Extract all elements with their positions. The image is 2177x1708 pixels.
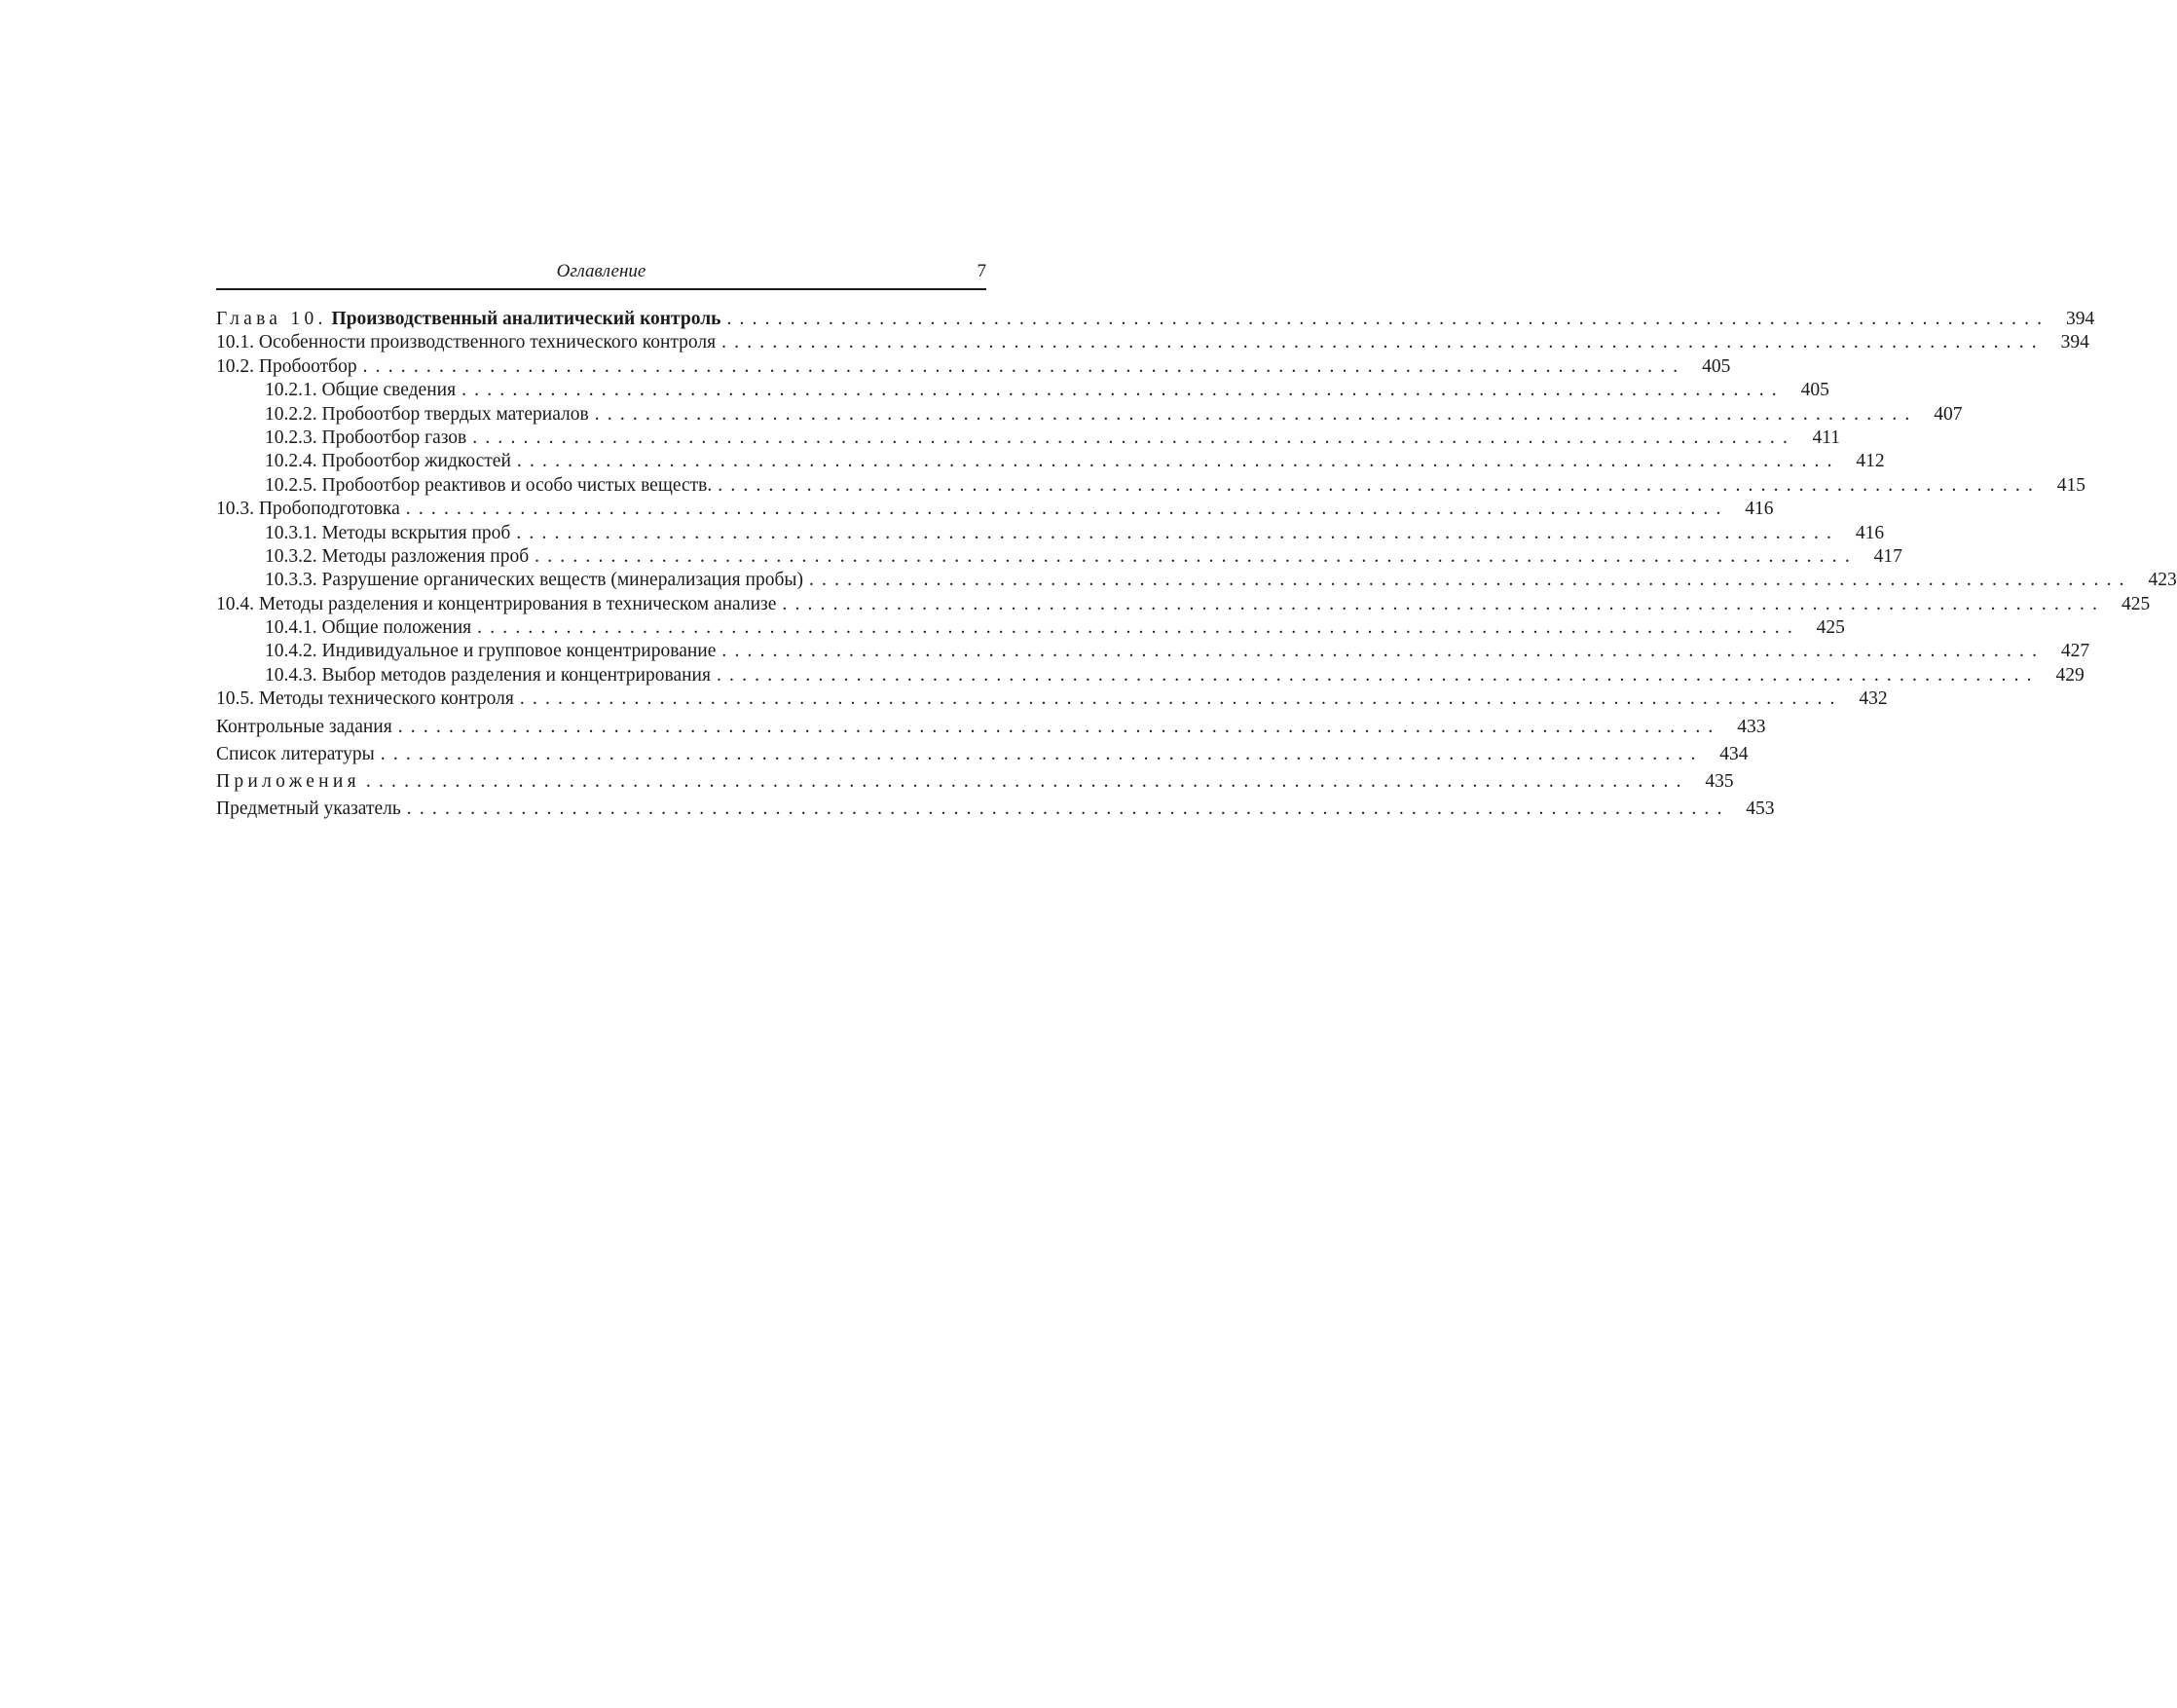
toc-entry-label: 10.3.1. Методы вскрытия проб xyxy=(265,522,511,543)
toc-chapter-title: Производственный аналитический контроль xyxy=(331,309,721,329)
toc-page-number: 411 xyxy=(1812,427,1841,448)
toc-appendix-label: Приложения xyxy=(216,770,360,792)
dot-leader: ........................................................................................................ xyxy=(519,688,1843,710)
toc-page-number: 416 xyxy=(1745,499,1774,520)
toc-entry xyxy=(216,770,1734,794)
dot-leader: ........................................................................................................ xyxy=(716,664,2040,686)
toc-page-number: 412 xyxy=(1856,451,1885,472)
toc-entry-label: Предметный указатель xyxy=(216,798,401,819)
dot-leader: ........................................................................................................ xyxy=(472,427,1796,448)
dot-leader: ........................................................................................................ xyxy=(516,522,1840,543)
dot-leader: ........................................................................................................ xyxy=(718,474,2042,496)
toc-entry xyxy=(216,798,1775,821)
page-number: 7 xyxy=(977,261,986,281)
toc-page-number: 435 xyxy=(1705,770,1734,792)
toc-entry-label: 10.4.1. Общие положения xyxy=(265,617,472,639)
dot-leader: ........................................................................................................ xyxy=(594,403,1918,425)
toc-entry xyxy=(216,640,2090,663)
dot-leader: ........................................................................................................ xyxy=(726,309,2050,329)
dot-leader: ........................................................................................................ xyxy=(365,770,1689,792)
dot-leader: ........................................................................................................ xyxy=(405,499,1729,520)
dot-leader: ........................................................................................................ xyxy=(380,743,1704,764)
dot-leader: ........................................................................................................ xyxy=(721,641,2046,662)
toc-entry xyxy=(216,403,1963,427)
toc-entry xyxy=(216,545,1902,569)
toc-entry xyxy=(216,498,1774,521)
toc-entry-label: 10.2. Пробоотбор xyxy=(216,355,357,377)
toc-entry-label: 10.4. Методы разделения и концентрирования в техническом анализе xyxy=(216,593,777,614)
toc-page-number: 405 xyxy=(1702,355,1731,377)
toc-page-number: 453 xyxy=(1746,798,1775,819)
running-title: Оглавление xyxy=(556,261,646,281)
toc-page-number: 429 xyxy=(2055,664,2085,686)
toc-entry-label: 10.2.1. Общие сведения xyxy=(265,380,457,401)
toc-entry-label: 10.4.2. Индивидуальное и групповое концентрирование xyxy=(265,641,717,662)
toc-entry-label: Список литературы xyxy=(216,743,375,764)
toc-page-number: 415 xyxy=(2056,474,2086,496)
toc-page-number: 425 xyxy=(1816,617,1845,639)
toc-entry-label xyxy=(216,770,360,794)
dot-leader: ........................................................................................................ xyxy=(516,451,1840,472)
toc-page-number: 394 xyxy=(2060,332,2089,353)
toc-entry xyxy=(216,474,2086,498)
toc-entry-label: 10.2.3. Пробоотбор газов xyxy=(265,427,467,448)
toc-page-number: 416 xyxy=(1855,522,1885,543)
toc-page-number: 425 xyxy=(2121,593,2151,614)
toc-page-number: 433 xyxy=(1737,716,1766,737)
toc-entry xyxy=(216,379,1829,402)
toc-entry-label: 10.4.3. Выбор методов разделения и концентрирования xyxy=(265,664,711,686)
toc-page-number: 407 xyxy=(1934,403,1963,425)
toc-chapter-entry xyxy=(216,308,2095,331)
toc-entry xyxy=(216,522,1885,545)
toc-page-number: 432 xyxy=(1859,688,1888,710)
toc-entry-label: 10.2.4. Пробоотбор жидкостей xyxy=(265,451,511,472)
toc-entry xyxy=(216,450,1885,473)
toc-page-number: 417 xyxy=(1873,545,1902,567)
dot-leader: ........................................................................................................ xyxy=(362,355,1686,377)
toc-page-number: 434 xyxy=(1719,743,1749,764)
dot-leader: ........................................................................................................ xyxy=(535,545,1858,567)
dot-leader: ........................................................................................................ xyxy=(406,798,1730,819)
toc-page-number: 423 xyxy=(2148,570,2177,591)
dot-leader: ........................................................................................................ xyxy=(397,716,1721,737)
toc-entry xyxy=(216,743,1749,766)
dot-leader: ........................................................................................................ xyxy=(721,332,2045,353)
toc-entry-label: 10.1. Особенности производственного технического контроля xyxy=(216,332,717,353)
toc-entry-label: 10.3. Пробоподготовка xyxy=(216,499,400,520)
toc-chapter-prefix: Глава 10. xyxy=(216,309,327,329)
toc-entry-label: 10.5. Методы технического контроля xyxy=(216,688,514,710)
toc-entry xyxy=(216,427,1841,450)
toc-entry xyxy=(216,593,2151,616)
toc-entry-label: 10.3.3. Разрушение органических веществ (минерализация пробы) xyxy=(265,570,803,591)
toc-chapter-label xyxy=(216,308,720,331)
toc-entry-label: 10.2.5. Пробоотбор реактивов и особо чистых веществ. xyxy=(265,474,713,496)
toc-entry xyxy=(216,355,1731,379)
document-page xyxy=(216,259,2177,821)
toc-page-number: 394 xyxy=(2065,309,2095,329)
table-of-contents xyxy=(216,308,2177,821)
toc-entry xyxy=(216,716,1766,739)
toc-entry xyxy=(216,687,1888,711)
dot-leader: ........................................................................................................ xyxy=(461,380,1785,401)
toc-entry-label: Контрольные задания xyxy=(216,716,392,737)
toc-entry xyxy=(216,616,1845,640)
running-header xyxy=(216,259,986,290)
dot-leader: ........................................................................................................ xyxy=(782,593,2106,614)
toc-entry xyxy=(216,569,2177,592)
toc-entry-label: 10.2.2. Пробоотбор твердых материалов xyxy=(265,403,589,425)
toc-entry-label: 10.3.2. Методы разложения проб xyxy=(265,545,530,567)
toc-page-number: 405 xyxy=(1800,380,1829,401)
dot-leader: ........................................................................................................ xyxy=(477,617,1800,639)
toc-entry xyxy=(216,331,2089,354)
toc-page-number: 427 xyxy=(2060,641,2090,662)
toc-entry xyxy=(216,664,2085,687)
dot-leader: ........................................................................................................ xyxy=(808,570,2132,591)
